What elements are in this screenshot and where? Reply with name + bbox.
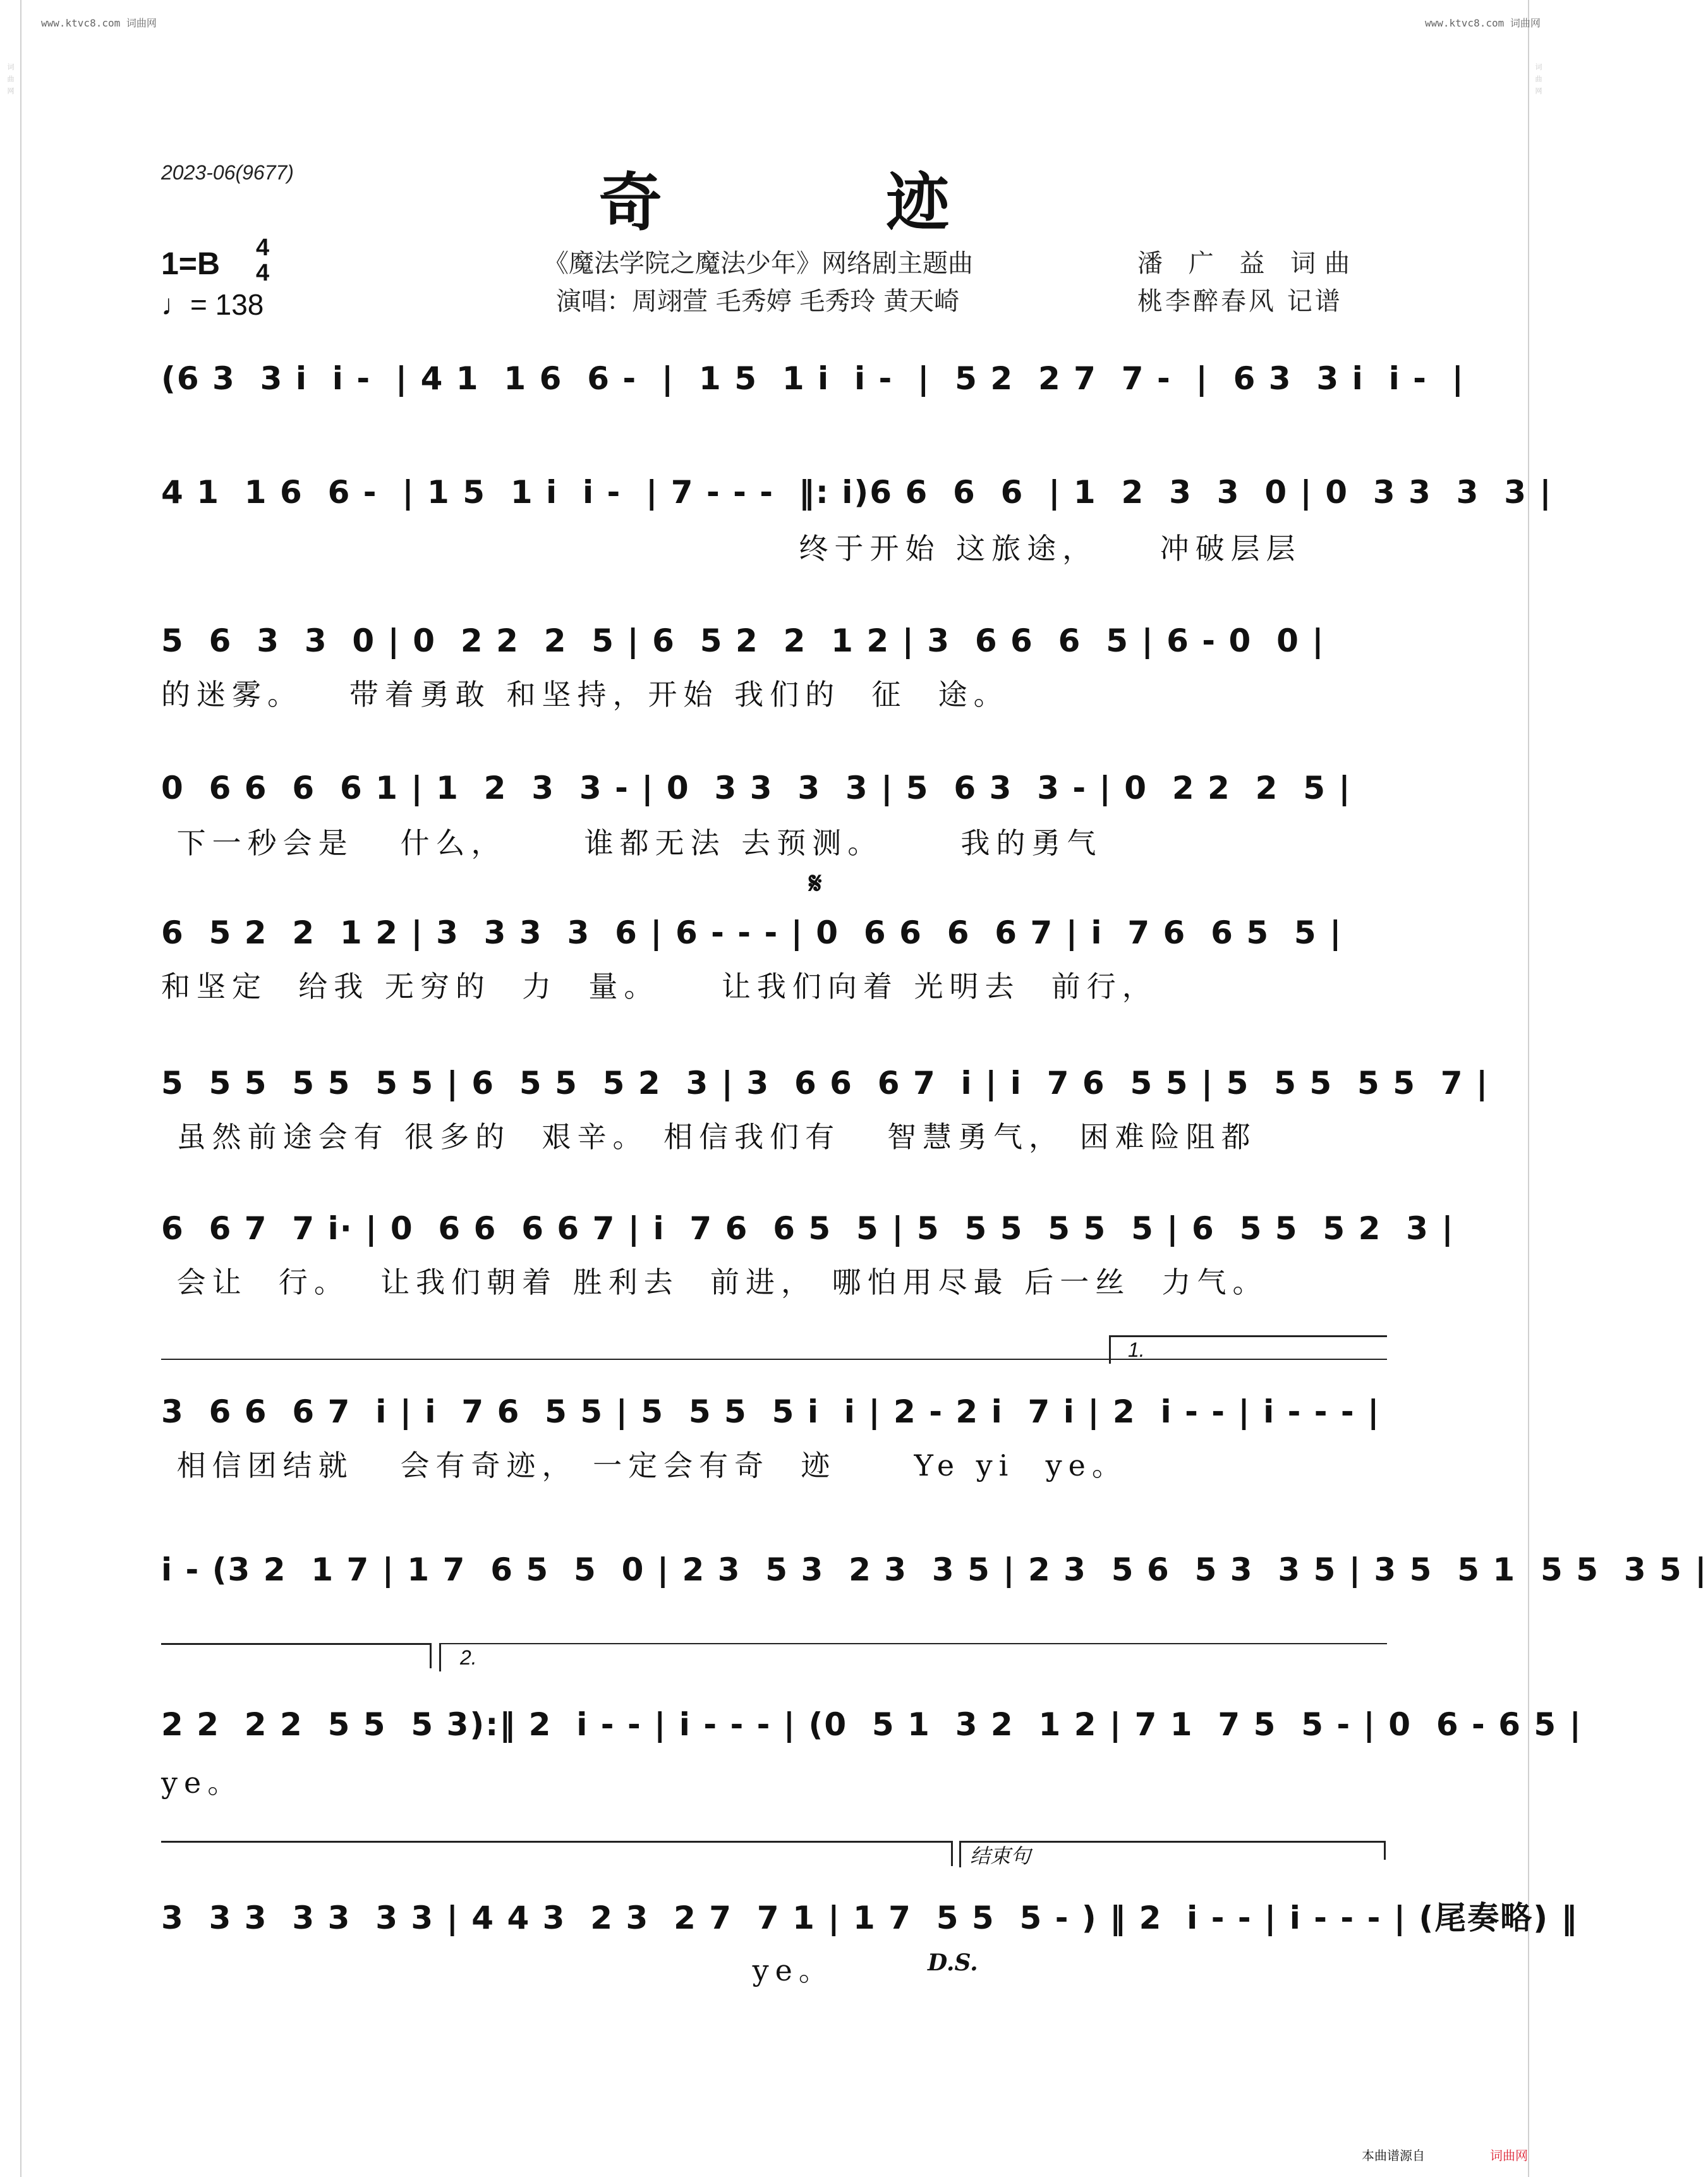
time-signature bbox=[256, 235, 269, 286]
right-border bbox=[1528, 0, 1529, 2177]
volta-1-bracket bbox=[1109, 1335, 1387, 1337]
volta-2-edge bbox=[439, 1643, 441, 1671]
volta-2-lead-edge bbox=[430, 1643, 432, 1668]
tempo-mark: ♩= 138 bbox=[161, 288, 264, 321]
system-10-notes: 2 2 2 2 5 5 5 3):‖ 2 i - - | i - - - | (0 5 1 3 2 1 2 | 7 1 7 5 5 - | 0 6 - 6 5 | bbox=[161, 1706, 1582, 1743]
system-3-notes: 5 6 3 3 0 | 0 2 2 2 5 | 6 5 2 2 1 2 | 3 6 6 6 5 | 6 - 0 0 | bbox=[161, 622, 1325, 659]
system-3-lyrics: 的迷雾。 带着勇敢 和坚持，开始 我们的 征 途。 bbox=[161, 677, 1009, 712]
volta-1-label: 1. bbox=[1128, 1338, 1145, 1361]
left-border bbox=[20, 0, 21, 2177]
volta-2-label: 2. bbox=[460, 1646, 477, 1669]
singers: 演唱：周翊萱 毛秀婷 毛秀玲 黄天崎 bbox=[556, 287, 960, 316]
composer-credit: 潘 广 益 词曲 bbox=[1137, 249, 1359, 278]
ds-marking: D.S. bbox=[928, 1950, 978, 1976]
site-link-right[interactable]: www.ktvc8.com 词曲网 bbox=[1425, 17, 1541, 29]
volta-1-line bbox=[161, 1359, 1387, 1360]
system-6-lyrics: 虽然前途会有 很多的 艰辛。 相信我们有 智慧勇气， 困难险阻都 bbox=[161, 1120, 1257, 1154]
coda-label: 结束句 bbox=[970, 1845, 1031, 1867]
side-watermark-left: 词曲网 bbox=[6, 63, 15, 99]
subtitle: 《魔法学院之魔法少年》网络剧主题曲 bbox=[543, 249, 973, 278]
coda-lead-edge bbox=[951, 1841, 953, 1866]
site-link-left[interactable]: www.ktvc8.com 词曲网 bbox=[41, 17, 157, 29]
system-10-lyrics: ye。 bbox=[161, 1766, 243, 1800]
time-sig-bottom: 4 bbox=[256, 260, 270, 286]
system-8-lyrics: 相信团结就 会有奇迹， 一定会有奇 迹 Ye yi ye。 bbox=[161, 1448, 1127, 1483]
footer-source-label: 本曲谱源自 bbox=[1362, 2148, 1425, 2163]
segno-sign: 𝄋 bbox=[809, 866, 822, 901]
system-9-notes: i - (3 2 1 7 | 1 7 6 5 5 0 | 2 3 5 3 2 3 3 5 | 2 3 5 6 5 3 3 5 | 3 5 5 1 5 5 3 5 | bbox=[161, 1551, 1708, 1588]
volta-2-bracket bbox=[439, 1643, 1387, 1644]
system-1-notes: (6 3 3 i i - | 4 1 1 6 6 - | 1 5 1 i i - | 5 2 2 7 7 - | 6 3 3 i i - | bbox=[161, 360, 1465, 397]
page-title: 奇 迹 bbox=[598, 165, 1051, 240]
footer-site-link[interactable]: 词曲网 bbox=[1490, 2148, 1528, 2163]
coda-lead-line bbox=[161, 1841, 951, 1843]
time-sig-top: 4 bbox=[256, 234, 270, 261]
transcriber-credit: 桃李醉春风 记谱 bbox=[1137, 287, 1343, 316]
coda-edge-left bbox=[959, 1841, 961, 1867]
volta-2-lead-line bbox=[161, 1643, 430, 1645]
system-2-lyrics: 终于开始 这旅途， 冲破层层 bbox=[161, 531, 1302, 566]
system-7-lyrics: 会让 行。 让我们朝着 胜利去 前进， 哪怕用尽最 后一丝 力气。 bbox=[161, 1265, 1268, 1299]
system-5-notes: 6 5 2 2 1 2 | 3 3 3 3 6 | 6 - - - | 0 6 6 6 6 7 | i 7 6 6 5 5 | bbox=[161, 914, 1343, 951]
system-5-lyrics: 和坚定 给我 无穷的 力 量。 让我们向着 光明去 前行， bbox=[161, 969, 1158, 1004]
system-4-lyrics: 下一秒会是 什么， 谁都无法 去预测。 我的勇气 bbox=[161, 826, 1103, 860]
edition-code: 2023-06(9677) bbox=[161, 161, 294, 184]
key-signature: 1=B bbox=[161, 246, 221, 281]
system-6-notes: 5 5 5 5 5 5 5 | 6 5 5 5 2 3 | 3 6 6 6 7 i | i 7 6 5 5 | 5 5 5 5 5 7 | bbox=[161, 1065, 1489, 1101]
side-watermark-right: 词曲网 bbox=[1534, 63, 1542, 99]
system-4-notes: 0 6 6 6 6 1 | 1 2 3 3 - | 0 3 3 3 3 | 5 6 3 3 - | 0 2 2 2 5 | bbox=[161, 770, 1352, 806]
coda-edge-right bbox=[1384, 1841, 1386, 1860]
system-7-notes: 6 6 7 7 i· | 0 6 6 6 6 7 | i 7 6 6 5 5 | 5 5 5 5 5 5 | 6 5 5 5 2 3 | bbox=[161, 1210, 1455, 1247]
system-2-notes: 4 1 1 6 6 - | 1 5 1 i i - | 7 - - - ‖: i)6 6 6 6 | 1 2 3 3 0 | 0 3 3 3 3 | bbox=[161, 474, 1553, 511]
system-11-notes: 3 3 3 3 3 3 3 | 4 4 3 2 3 2 7 7 1 | 1 7 5 5 5 - ) ‖ 2 i - - | i - - - | (尾奏略) ‖ bbox=[161, 1900, 1578, 1936]
system-11-lyrics: ye。 bbox=[161, 1953, 834, 1987]
system-8-notes: 3 6 6 6 7 i | i 7 6 5 5 | 5 5 5 5 i i | 2 - 2 i 7 i | 2 i - - | i - - - | bbox=[161, 1393, 1381, 1430]
